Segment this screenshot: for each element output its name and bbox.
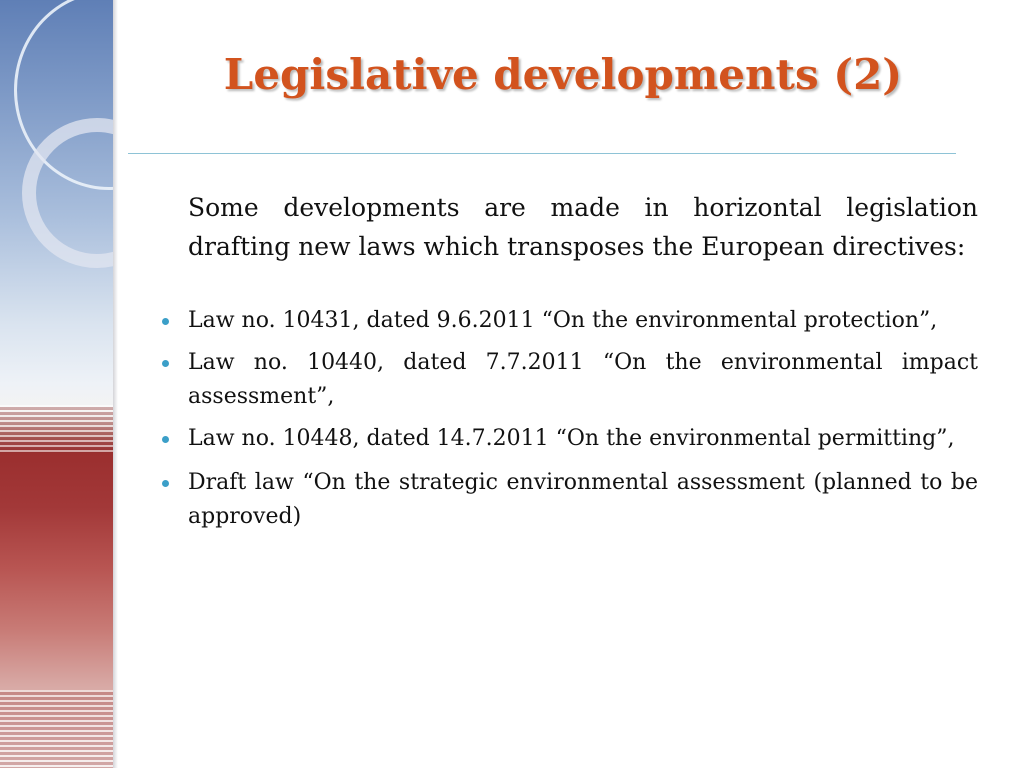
side-band-shadow — [113, 0, 118, 768]
intro-paragraph: Some developments are made in horizontal legislation drafting new laws which transposes the European directives: — [188, 193, 978, 261]
slide-title: Legislative developments (2) — [223, 50, 903, 99]
law-text: Draft law “On the strategic environmental assessment (planned to be approved) — [188, 470, 978, 529]
list-item — [188, 304, 978, 338]
law-text: Law no. 10448, dated 14.7.2011 “On the environmental permitting”, — [188, 426, 955, 451]
decorative-stripes-top — [0, 405, 113, 453]
bullet-dot-icon — [162, 436, 169, 443]
slide-body — [188, 188, 978, 542]
decorative-stripes-bottom — [0, 690, 113, 768]
law-text: Law no. 10440, dated 7.7.2011 “On the environmental impact assessment”, — [188, 350, 978, 409]
law-list — [188, 304, 978, 534]
bullet-dot-icon — [162, 360, 169, 367]
list-item — [188, 422, 978, 456]
law-text: Law no. 10431, dated 9.6.2011 “On the environmental protection”, — [188, 308, 938, 333]
list-item — [188, 466, 978, 534]
bullet-dot-icon — [162, 480, 169, 487]
title-divider — [128, 153, 956, 154]
list-item — [188, 346, 978, 414]
decorative-side-band — [0, 0, 113, 768]
bullet-dot-icon — [162, 318, 169, 325]
